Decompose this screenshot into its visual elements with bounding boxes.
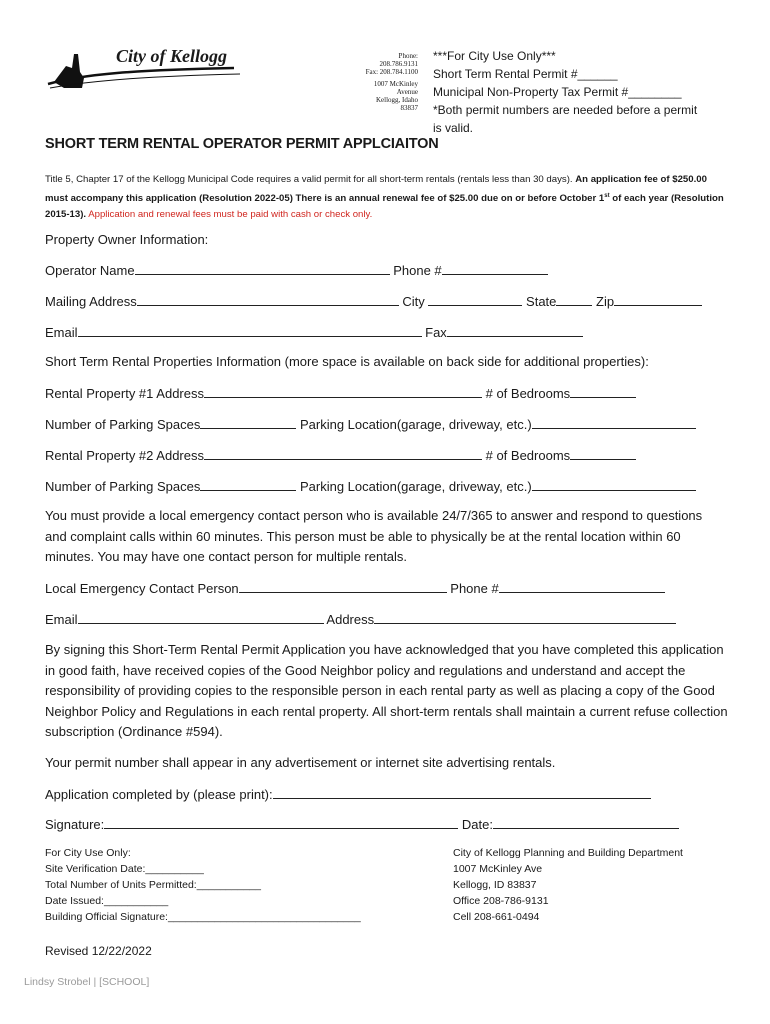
phone-label: Phone # (450, 581, 499, 596)
rental2-parking-spaces-field[interactable] (200, 478, 296, 491)
page-title: SHORT TERM RENTAL OPERATOR PERMIT APPLCIAITON (45, 136, 439, 152)
parking-spaces-label: Number of Parking Spaces (45, 417, 201, 432)
rental1-parking-spaces-field[interactable] (200, 416, 296, 429)
state-label: State (526, 294, 557, 309)
city-use-line: Date Issued:___________ (45, 895, 169, 907)
footer-author: Lindsy Strobel | [SCHOOL] (24, 976, 150, 988)
city-use-line: ***For City Use Only*** (433, 49, 556, 63)
city-use-line: Total Number of Units Permitted:___________ (45, 879, 261, 891)
city-label: City (402, 294, 425, 309)
zip-field[interactable] (614, 293, 702, 306)
contact-address-field[interactable] (374, 611, 676, 624)
mailing-address-row (45, 293, 702, 310)
intro-text: Title 5, Chapter 17 of the Kellogg Municipal Code requires a valid permit for all short-term rentals (rentals less than 30 days). (45, 174, 573, 185)
city-use-line: is valid. (433, 121, 474, 135)
phone-field[interactable] (442, 262, 548, 275)
fax-label: Fax (425, 325, 447, 340)
intro-payment-note: Application and renewal fees must be paid with cash or check only. (88, 209, 373, 221)
rental2-parking-location-field[interactable] (532, 478, 696, 491)
fax-field[interactable] (447, 324, 583, 337)
parking-spaces-label: Number of Parking Spaces (45, 479, 201, 494)
department-line: 1007 McKinley Ave (453, 863, 543, 875)
logo-text: City of Kellogg (116, 46, 227, 66)
contact-line: 1007 McKinley Avenue (373, 80, 418, 96)
intro-fee-text-2: of each year (Resolution 2015-13). (45, 193, 724, 221)
rental1-row (45, 385, 636, 402)
revised-date: Revised 12/22/2022 (45, 944, 152, 958)
local-contact-phone-field[interactable] (499, 580, 665, 593)
department-line: Kellogg, ID 83837 (453, 879, 537, 891)
advertisement-note: Your permit number shall appear in any advertisement or internet site advertising rentals. (45, 755, 556, 770)
city-use-line: For City Use Only: (45, 847, 131, 859)
contact-line: Fax: 208.784.1100 (365, 68, 418, 76)
contact-line: Phone: 208.786.9131 (379, 52, 418, 68)
city-use-line: Building Official Signature:_________________________________ (45, 911, 361, 923)
city-contact-info (360, 52, 418, 112)
rental2-bedrooms-field[interactable] (570, 447, 636, 460)
rental1-label: Rental Property #1 Address (45, 386, 204, 401)
signature-label: Signature: (45, 817, 105, 832)
city-use-line: Short Term Rental Permit #______ (433, 67, 618, 81)
rental2-row (45, 447, 636, 464)
rental1-parking-row (45, 416, 696, 433)
address-label: Address (326, 612, 375, 627)
intro-paragraph (45, 172, 725, 223)
rental1-parking-location-field[interactable] (532, 416, 696, 429)
city-use-header-block (433, 47, 697, 137)
intro-fee-text: An application fee of $250.00 must accompany this application (Resolution 2022-05) There is an annual renewal fee of $25.00 due on or before October 1 (45, 174, 707, 205)
signature-row (45, 816, 679, 833)
operator-name-row (45, 262, 548, 279)
mailing-address-label: Mailing Address (45, 294, 137, 309)
state-field[interactable] (556, 293, 592, 306)
rental2-parking-row (45, 478, 696, 495)
parking-location-label: Parking Location(garage, driveway, etc.) (299, 479, 532, 494)
acknowledgement-paragraph: By signing this Short-Term Rental Permit Application you have acknowledged that you have completed this application in good faith, have received copies of the Good Neighbor policy and regulations and understand and accept the responsibility of providing copies to the responsible person in each rental party as well as placing a copy of the Good Neighbor Policy and Regulations in each rental property. All short-term rentals shall maintain a current refuse collection subscription (Ordinance #594). (45, 642, 728, 739)
email-label: Email (45, 325, 78, 340)
local-contact-row (45, 580, 665, 597)
department-line: City of Kellogg Planning and Building Department (453, 847, 683, 859)
contact-line: Kellogg, Idaho 83837 (376, 96, 418, 112)
contact-email-field[interactable] (78, 611, 324, 624)
department-contact-block (453, 845, 683, 925)
city-use-line: Site Verification Date:__________ (45, 863, 204, 875)
department-line: Cell 208-661-0494 (453, 911, 540, 923)
zip-label: Zip (596, 294, 615, 309)
emergency-contact-paragraph: You must provide a local emergency contact person who is available 24/7/365 to answer and respond to questions and complaint calls within 60 minutes. This person must be able to physically be at the rental location within 60 minutes. You may have one contact person for multiple rentals. (45, 508, 703, 564)
signature-field[interactable] (104, 816, 458, 829)
bedrooms-label: # of Bedrooms (485, 386, 571, 401)
bedrooms-label: # of Bedrooms (485, 448, 571, 463)
date-field[interactable] (493, 816, 679, 829)
property-owner-heading: Property Owner Information: (45, 232, 209, 247)
city-logo (44, 44, 244, 104)
parking-location-label: Parking Location(garage, driveway, etc.) (299, 417, 532, 432)
email-label: Email (45, 612, 78, 627)
email-row (45, 324, 583, 341)
local-contact-field[interactable] (239, 580, 447, 593)
properties-heading: Short Term Rental Properties Information (more space is available on back side for additional properties): (45, 354, 649, 369)
mailing-address-field[interactable] (137, 293, 399, 306)
department-line: Office 208-786-9131 (453, 895, 549, 907)
city-field[interactable] (428, 293, 522, 306)
city-use-footer-block (45, 845, 361, 925)
phone-label: Phone # (393, 263, 442, 278)
completed-by-row (45, 786, 651, 803)
rental1-address-field[interactable] (204, 385, 482, 398)
completed-by-label: Application completed by (please print): (45, 787, 273, 802)
rental1-bedrooms-field[interactable] (570, 385, 636, 398)
intro-sup: st (604, 193, 610, 199)
local-contact-label: Local Emergency Contact Person (45, 581, 239, 596)
date-label: Date: (461, 817, 493, 832)
completed-by-field[interactable] (273, 786, 651, 799)
operator-name-field[interactable] (135, 262, 390, 275)
city-use-line: Municipal Non-Property Tax Permit #________ (433, 85, 682, 99)
contact-email-row (45, 611, 676, 628)
rental2-address-field[interactable] (204, 447, 482, 460)
operator-name-label: Operator Name (45, 263, 135, 278)
email-field[interactable] (78, 324, 422, 337)
rental2-label: Rental Property #2 Address (45, 448, 204, 463)
city-use-line: *Both permit numbers are needed before a permit (433, 103, 698, 117)
